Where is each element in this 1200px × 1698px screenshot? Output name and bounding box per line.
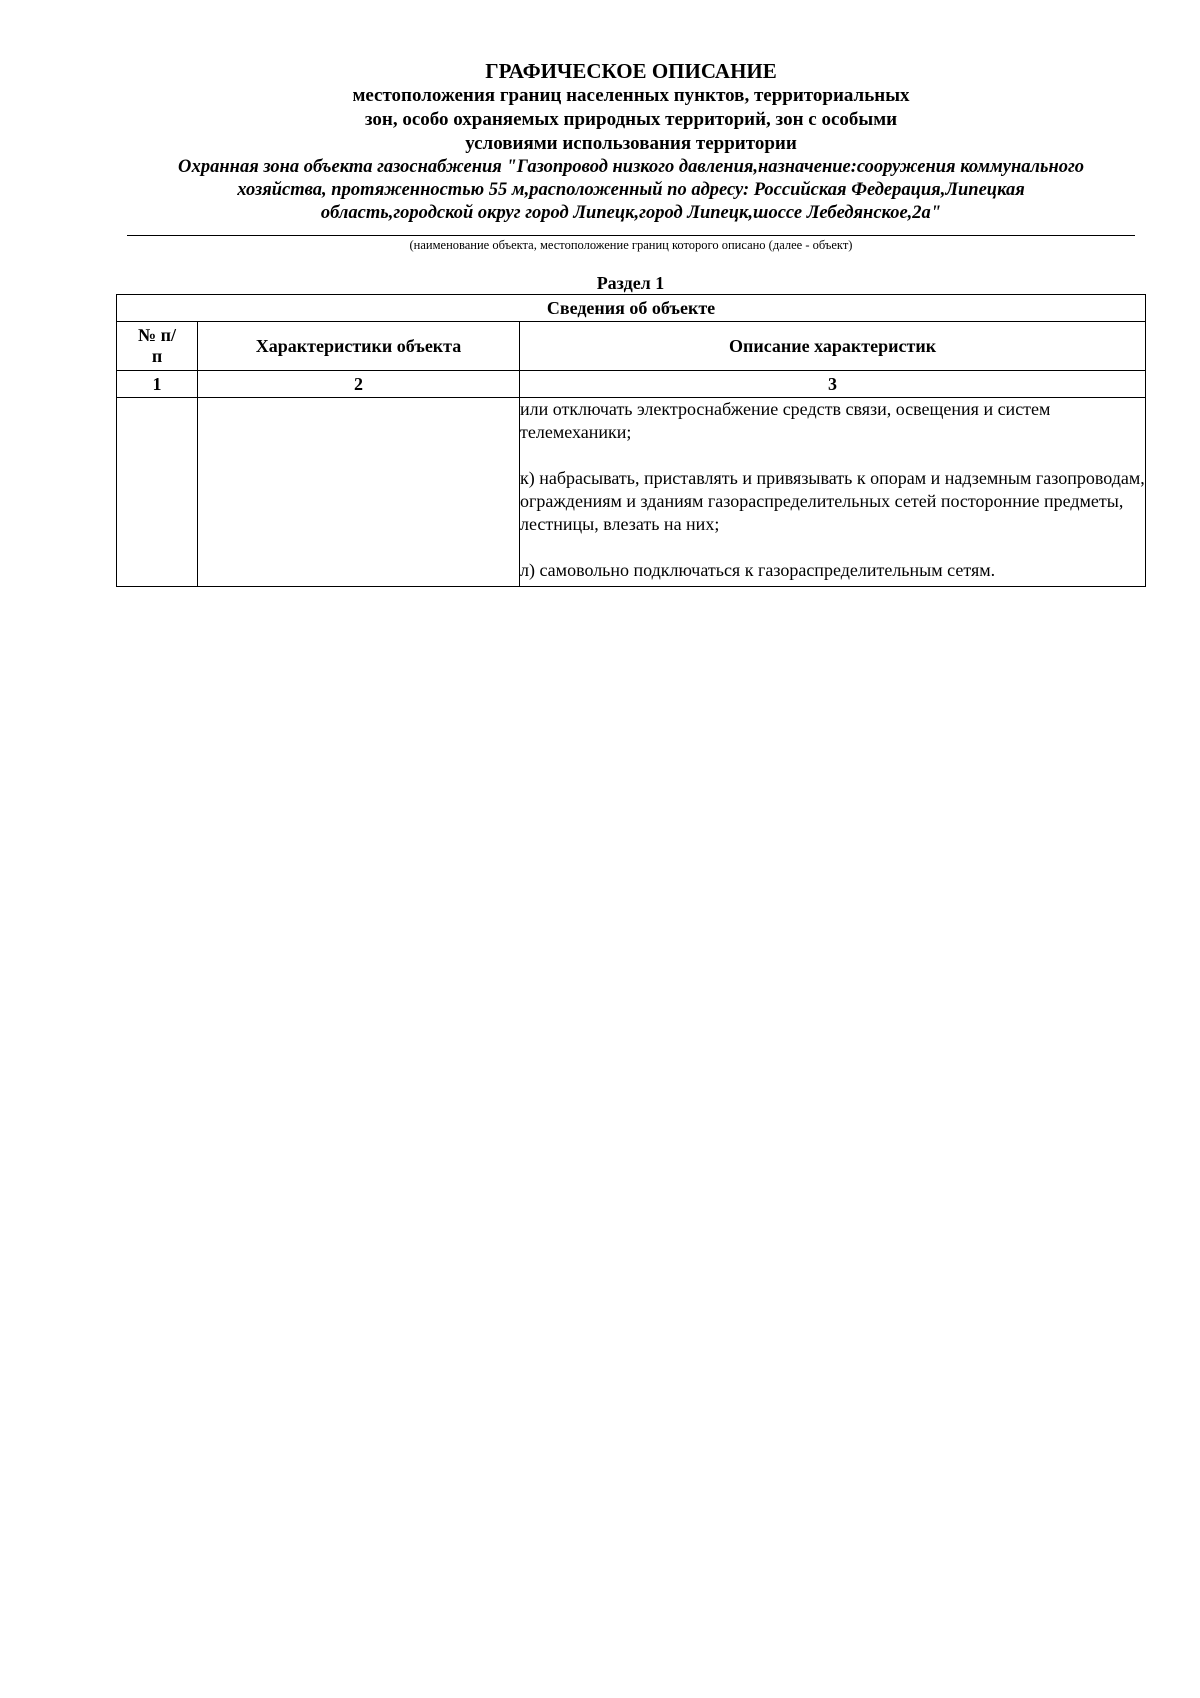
description-paragraph-2: к) набрасывать, приставлять и привязывать к опорам и надземным газопроводам, ограждениям и зданиям газораспределительных сетей посторонние предметы, лестницы, влезать на них; bbox=[520, 468, 1145, 534]
document-header bbox=[0, 58, 1200, 225]
object-info-table bbox=[116, 294, 1146, 587]
row-description-cell bbox=[520, 398, 1146, 587]
header-description: Описание характеристик bbox=[520, 322, 1146, 371]
description-paragraph-3: л) самовольно подключаться к газораспределительным сетям. bbox=[520, 560, 996, 580]
header-characteristic: Характеристики объекта bbox=[198, 322, 520, 371]
description-paragraph-1: или отключать электроснабжение средств связи, освещения и систем телемеханики; bbox=[520, 399, 1051, 442]
column-number-3: 3 bbox=[520, 371, 1146, 398]
column-number-1: 1 bbox=[117, 371, 198, 398]
table-caption: Сведения об объекте bbox=[117, 295, 1146, 322]
column-number-2: 2 bbox=[198, 371, 520, 398]
header-num-label: № п/п bbox=[138, 325, 176, 366]
document-title: ГРАФИЧЕСКОЕ ОПИСАНИЕ bbox=[485, 59, 777, 83]
table-row bbox=[117, 398, 1146, 587]
document-subtitle-line-3: условиями использования территории bbox=[465, 133, 797, 154]
object-name-line-3: область,городской округ город Липецк,город Липецк,шоссе Лебедянское,2а" bbox=[320, 203, 942, 223]
object-name-line-1: Охранная зона объекта газоснабжения "Газопровод низкого давления,назначение:сооружения коммунального bbox=[177, 157, 1085, 177]
table-header-row bbox=[117, 322, 1146, 371]
object-caption: (наименование объекта, местоположение границ которого описано (далее - объект) bbox=[409, 238, 853, 252]
section-title: Раздел 1 bbox=[596, 273, 665, 293]
row-characteristic-cell bbox=[198, 398, 520, 587]
header-num bbox=[117, 322, 198, 371]
document-subtitle-line-2: зон, особо охраняемых природных территорий, зон с особыми bbox=[364, 109, 898, 130]
object-name-underline bbox=[127, 235, 1135, 236]
row-num-cell bbox=[117, 398, 198, 587]
object-name-line-2: хозяйства, протяженностью 55 м,расположенный по адресу: Российская Федерация,Липецкая bbox=[237, 180, 1025, 200]
table-caption-row bbox=[117, 295, 1146, 322]
column-number-row bbox=[117, 371, 1146, 398]
document-subtitle-line-1: местоположения границ населенных пунктов, территориальных bbox=[352, 85, 910, 106]
